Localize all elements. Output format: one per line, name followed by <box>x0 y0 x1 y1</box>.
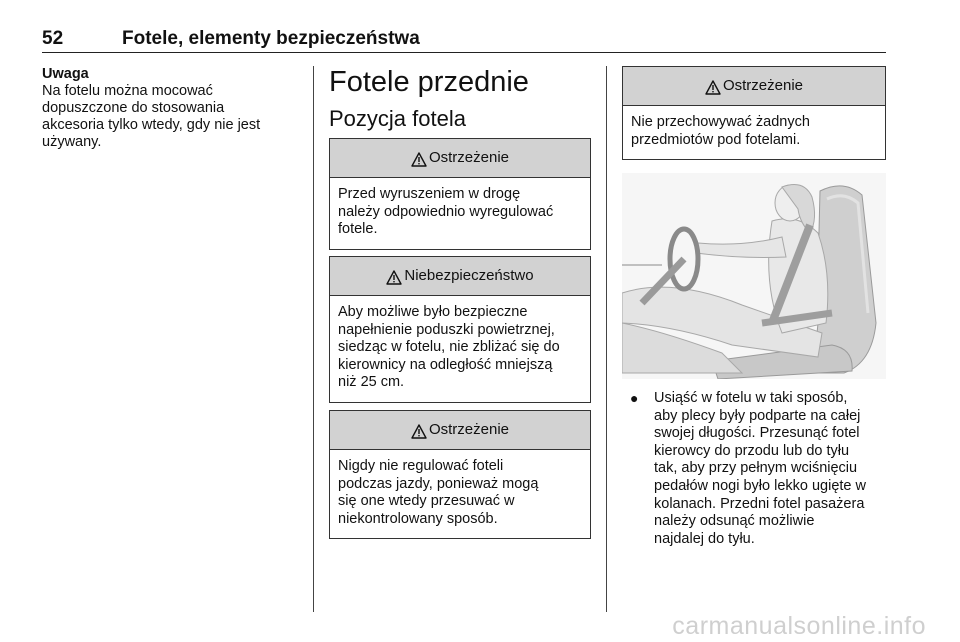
warning-box-title: Ostrzeżenie <box>428 149 510 166</box>
warning-triangle-icon <box>411 152 427 167</box>
warning-triangle-icon <box>411 424 427 439</box>
warning-box-title: Ostrzeżenie <box>722 77 804 94</box>
warning-triangle-icon <box>386 270 402 285</box>
instruction-list-item <box>622 390 888 548</box>
instruction-text: Usiąść w fotelu w taki sposób, aby plecy były podparte na całej swojej długości. Przesunąć fotel kierowcy do przodu lub do tyłu tak, aby przy pełnym wciśnięciu pedałów nogi było lekko ugięte w kolanach. Przedni fotel pasażera należy odsunąć możliwie najdalej do tyłu. <box>654 390 866 547</box>
danger-box-text: Aby możliwe było bezpieczne napełnienie poduszki powietrznej, siedząc w fotelu, nie zbliżać się do kierownicy na odległość mniejszą niż 25 cm. <box>338 304 560 391</box>
column-right <box>622 66 886 166</box>
warning-box-heading <box>623 67 885 106</box>
warning-triangle-icon <box>705 80 721 95</box>
danger-box-title: Niebezpieczeństwo <box>404 267 534 284</box>
note-title: Uwaga <box>42 66 89 82</box>
warning-box-2 <box>329 410 591 539</box>
warning-box-title: Ostrzeżenie <box>428 421 510 438</box>
warning-box-3 <box>622 66 886 160</box>
chapter-title: Fotele, elementy bezpieczeństwa <box>122 28 420 49</box>
column-divider-2 <box>606 66 607 612</box>
warning-box-text: Nigdy nie regulować foteli podczas jazdy, ponieważ mogą się one wtedy przesuwać w niekontrolowany sposób. <box>338 458 539 527</box>
page-header <box>42 28 886 53</box>
warning-box-heading <box>330 411 590 450</box>
section-title: Fotele przednie <box>329 66 529 98</box>
page-number: 52 <box>42 28 64 49</box>
watermark: carmanualsonline.info <box>672 612 926 640</box>
column-middle <box>329 66 591 612</box>
note-body: Na fotelu można mocować dopuszczone do stosowania akcesoria tylko wtedy, gdy nie jest używany. <box>42 83 261 150</box>
warning-box-text: Przed wyruszeniem w drogę należy odpowiednio wyregulować fotele. <box>338 186 554 238</box>
warning-box-heading <box>330 139 590 178</box>
seat-position-illustration <box>622 173 886 379</box>
bullet-icon: ● <box>630 390 639 406</box>
column-left <box>42 66 297 151</box>
danger-box <box>329 256 591 403</box>
column-divider-1 <box>313 66 314 612</box>
warning-box-text: Nie przechowywać żadnych przedmiotów pod fotelami. <box>631 114 810 148</box>
subsection-title: Pozycja fotela <box>329 106 466 131</box>
danger-box-heading <box>330 257 590 296</box>
warning-box-1 <box>329 138 591 250</box>
